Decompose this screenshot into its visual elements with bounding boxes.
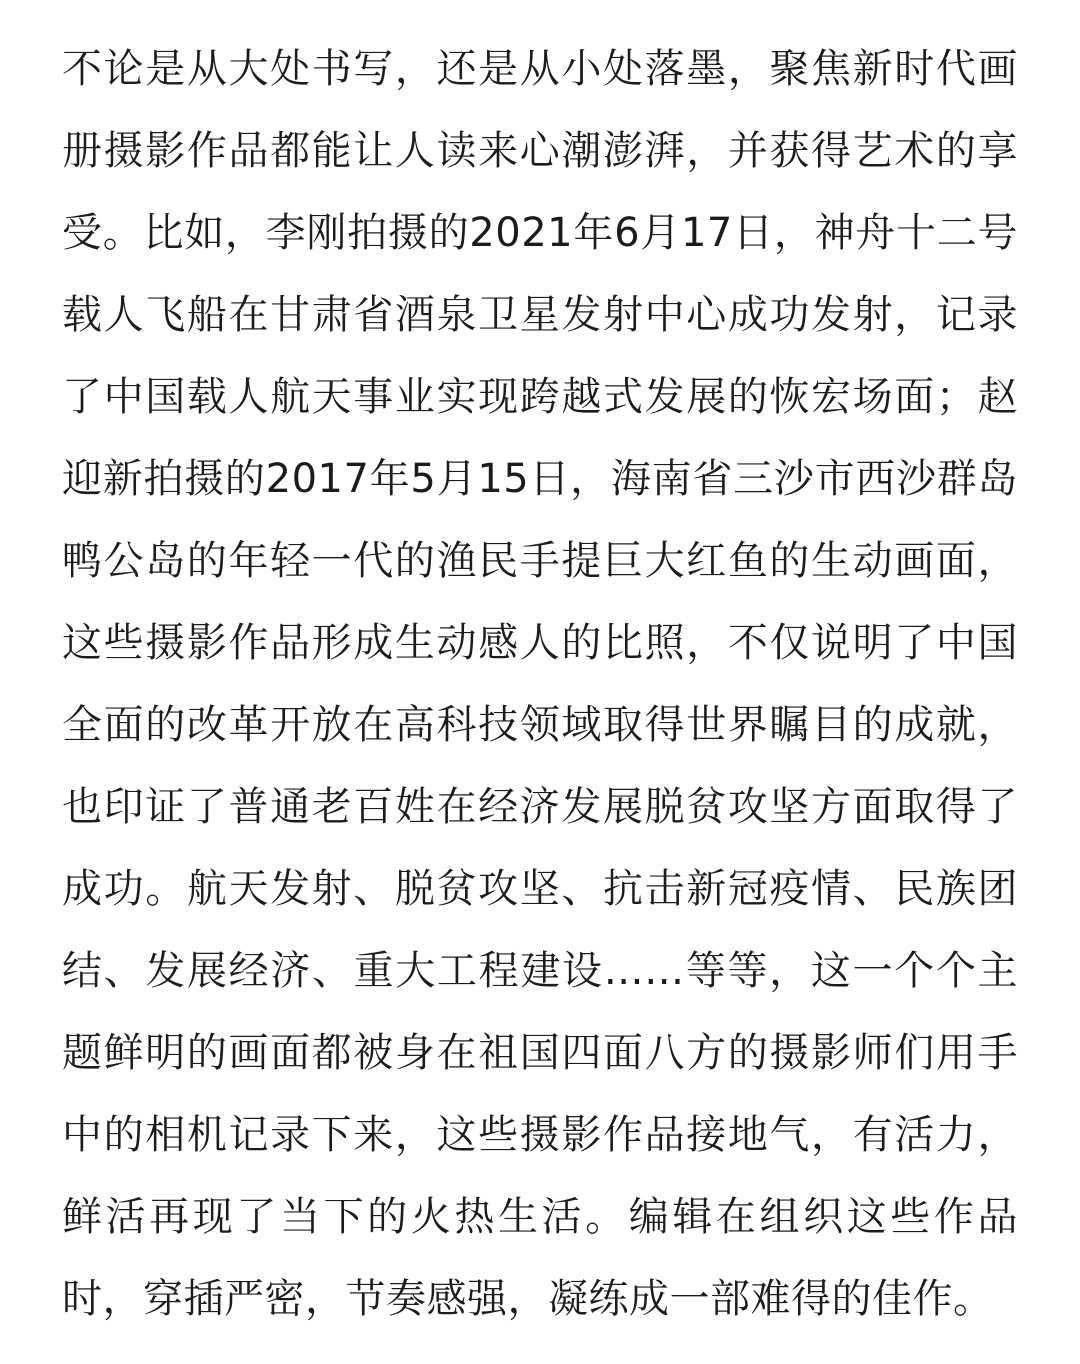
article-paragraph: 不论是从大处书写，还是从小处落墨，聚焦新时代画册摄影作品都能让人读来心潮澎湃，并获得艺术的享受。比如，李刚拍摄的2021年6月17日，神舟十二号载人飞船在甘肃省酒泉卫星发射中心成功发射，记录了中国载人航天事业实现跨越式发展的恢宏场面；赵迎新拍摄的2017年5月15日，海南省三沙市西沙群岛鸭公岛的年轻一代的渔民手提巨大红鱼的生动画面，这些摄影作品形成生动感人的比照，不仅说明了中国全面的改革开放在高科技领域取得世界瞩目的成就，也印证了普通老百姓在经济发展脱贫攻坚方面取得了成功。航天发射、脱贫攻坚、抗击新冠疫情、民族团结、发展经济、重大工程建设……等等，这一个个主题鲜明的画面都被身在祖国四面八方的摄影师们用手中的相机记录下来，这些摄影作品接地气，有活力，鲜活再现了当下的火热生活。编辑在组织这些作品时，穿插严密，节奏感强，凝练成一部难得的佳作。	[62, 46, 1018, 1322]
article-body	[62, 28, 1018, 1340]
